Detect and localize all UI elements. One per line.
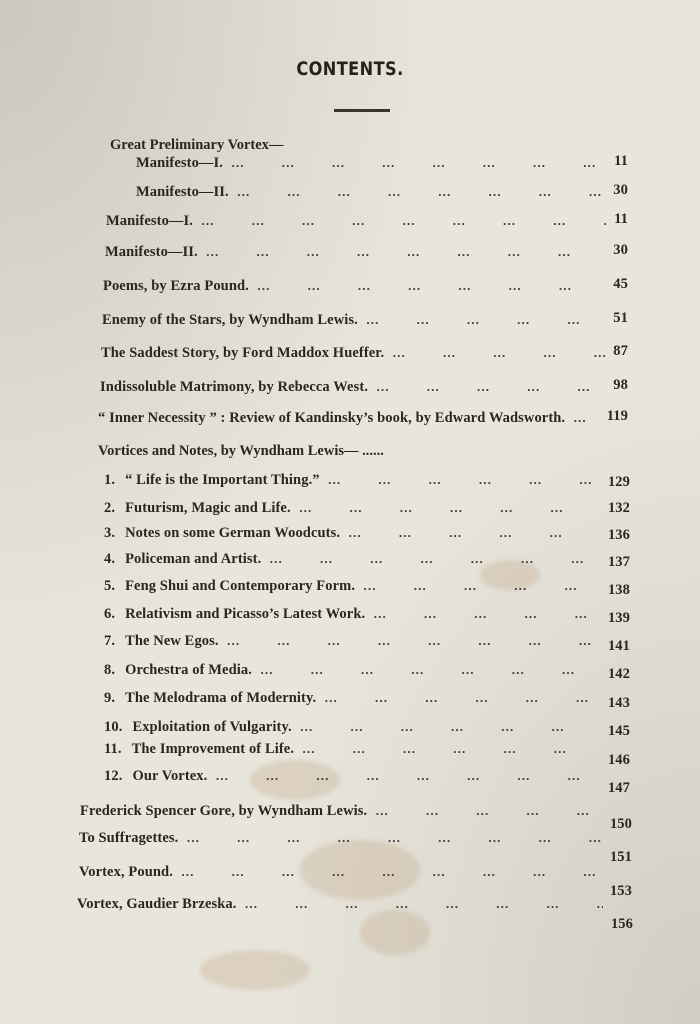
toc-entry-title: Manifesto—I. — [106, 213, 193, 229]
toc-entry-page: 11 — [614, 153, 628, 169]
toc-entry-page: 98 — [613, 377, 628, 393]
leader-dots — [260, 662, 600, 678]
toc-entry — [104, 606, 630, 628]
toc-entry-title: Notes on some German Woodcuts. — [125, 525, 341, 541]
toc-entry-number: 2. — [104, 500, 116, 516]
toc-entry — [104, 633, 630, 655]
leader-dots — [237, 184, 606, 200]
leader-dots — [373, 606, 600, 622]
toc-entry-page: 87 — [613, 343, 628, 359]
toc-entry — [79, 864, 632, 899]
toc-entry — [101, 345, 628, 367]
toc-entry-page: 30 — [613, 182, 628, 198]
toc-entry-page: 119 — [606, 408, 628, 424]
toc-entry-page: 45 — [613, 276, 628, 292]
toc-entry-title: Enemy of the Stars, by Wyndham Lewis. — [102, 312, 358, 328]
leader-dots — [375, 803, 602, 819]
toc-entry-page: 30 — [613, 242, 628, 258]
toc-entry — [77, 896, 633, 932]
toc-entry-title: Manifesto—II. — [136, 184, 229, 200]
toc-entry — [104, 500, 630, 522]
toc-entry-title: Orchestra of Media. — [125, 662, 252, 678]
toc-entry-number: 10. — [104, 719, 123, 735]
toc-entry — [104, 690, 630, 712]
toc-entry-title: Vortex, Gaudier Brzeska. — [77, 896, 237, 912]
toc-entry — [102, 312, 628, 334]
toc-entry — [103, 278, 628, 300]
toc-entry — [104, 551, 630, 573]
toc-entry-title: Futurism, Magic and Life. — [125, 500, 291, 516]
title-underline — [334, 109, 390, 112]
leader-dots — [392, 345, 605, 361]
section-heading-vortices: Vortices and Notes, by Wyndham Lewis— ...... — [98, 443, 384, 459]
leader-dots — [573, 410, 599, 426]
leader-dots — [201, 213, 606, 229]
toc-entry-number: 6. — [104, 606, 116, 622]
toc-entry-title: “ Life is the Important Thing.” — [125, 472, 320, 488]
toc-entry-title: Feng Shui and Contemporary Form. — [125, 578, 356, 594]
toc-entry-page: 146 — [607, 752, 630, 768]
toc-entry-page: 139 — [607, 610, 630, 626]
stain — [200, 950, 310, 990]
toc-entry — [104, 662, 630, 684]
leader-dots — [300, 719, 600, 735]
toc-entry — [104, 741, 630, 768]
toc-entry-page: 132 — [607, 500, 630, 516]
toc-entry — [104, 525, 630, 547]
toc-entry-number: 1. — [104, 472, 116, 488]
leader-dots — [376, 379, 605, 395]
toc-entry — [136, 184, 628, 206]
leader-dots — [299, 500, 600, 516]
toc-entry — [79, 830, 632, 865]
toc-entry — [100, 379, 628, 401]
leader-dots — [227, 633, 600, 649]
toc-entry-number: 8. — [104, 662, 116, 678]
section-heading-preliminary: Great Preliminary Vortex— — [110, 137, 284, 153]
toc-entry-title: The New Egos. — [125, 633, 219, 649]
toc-entry-title: “ Inner Necessity ” : Review of Kandinsky’s book, by Edward Wadsworth. — [98, 410, 566, 426]
toc-entry-page: 150 — [609, 816, 632, 832]
leader-dots — [215, 768, 600, 784]
toc-entry-title: The Improvement of Life. — [131, 741, 295, 757]
toc-entry-title: Manifesto—I. — [136, 155, 223, 171]
toc-entry-page: 153 — [609, 883, 632, 899]
leader-dots — [363, 578, 600, 594]
toc-entry-title: Indissoluble Matrimony, by Rebecca West. — [100, 379, 368, 395]
toc-entry-title: Manifesto—II. — [105, 244, 198, 260]
toc-entry-title: Policeman and Artist. — [125, 551, 262, 567]
toc-entry-title: Frederick Spencer Gore, by Wyndham Lewis. — [80, 803, 368, 819]
leader-dots — [366, 312, 605, 328]
toc-entry-page: 145 — [607, 723, 630, 739]
toc-entry-page: 51 — [613, 310, 628, 326]
toc-entry-page: 129 — [607, 474, 630, 490]
leader-dots — [257, 278, 605, 294]
toc-entry-page: 151 — [609, 849, 632, 865]
leader-dots — [324, 690, 600, 706]
toc-entry-title: Vortex, Pound. — [79, 864, 173, 880]
toc-entry-page: 11 — [614, 211, 628, 227]
leader-dots — [348, 525, 600, 541]
toc-entry-title: Poems, by Ezra Pound. — [103, 278, 249, 294]
leader-dots — [231, 155, 606, 171]
toc-entry-page: 138 — [607, 582, 630, 598]
toc-entry-page: 142 — [607, 666, 630, 682]
toc-entry-number: 4. — [104, 551, 116, 567]
toc-entry-number: 9. — [104, 690, 116, 706]
toc-entry-title: The Melodrama of Modernity. — [125, 690, 317, 706]
toc-entry-number: 11. — [104, 741, 122, 757]
toc-entry-number: 7. — [104, 633, 116, 649]
toc-entry-title: The Saddest Story, by Ford Maddox Hueffer. — [101, 345, 385, 361]
toc-entry-page: 136 — [607, 527, 630, 543]
toc-entry-number: 5. — [104, 578, 116, 594]
toc-entry-page: 141 — [607, 638, 630, 654]
toc-entry-title: To Suffragettes. — [79, 830, 179, 846]
leader-dots — [302, 741, 600, 757]
toc-entry-number: 12. — [104, 768, 123, 784]
toc-entry-page: 156 — [610, 916, 633, 932]
toc-entry — [105, 244, 628, 266]
leader-dots — [328, 472, 600, 488]
toc-entry — [80, 803, 632, 832]
toc-entry — [136, 155, 628, 177]
page-title: CONTENTS. — [296, 58, 404, 80]
toc-entry — [104, 472, 630, 494]
toc-entry — [104, 768, 630, 796]
toc-entry-title: Our Vortex. — [132, 768, 208, 784]
toc-entry — [98, 410, 628, 432]
toc-entry-title: Exploitation of Vulgarity. — [132, 719, 292, 735]
toc-entry-page: 137 — [607, 554, 630, 570]
leader-dots — [269, 551, 600, 567]
toc-entry — [106, 213, 628, 235]
toc-entry-title: Relativism and Picasso’s Latest Work. — [125, 606, 366, 622]
toc-entry-number: 3. — [104, 525, 116, 541]
toc-entry-page: 143 — [607, 695, 630, 711]
leader-dots — [186, 830, 602, 846]
toc-entry — [104, 719, 630, 741]
toc-entry-page: 147 — [607, 780, 630, 796]
leader-dots — [181, 864, 602, 880]
leader-dots — [244, 896, 602, 912]
toc-entry — [104, 578, 630, 600]
leader-dots — [206, 244, 606, 260]
